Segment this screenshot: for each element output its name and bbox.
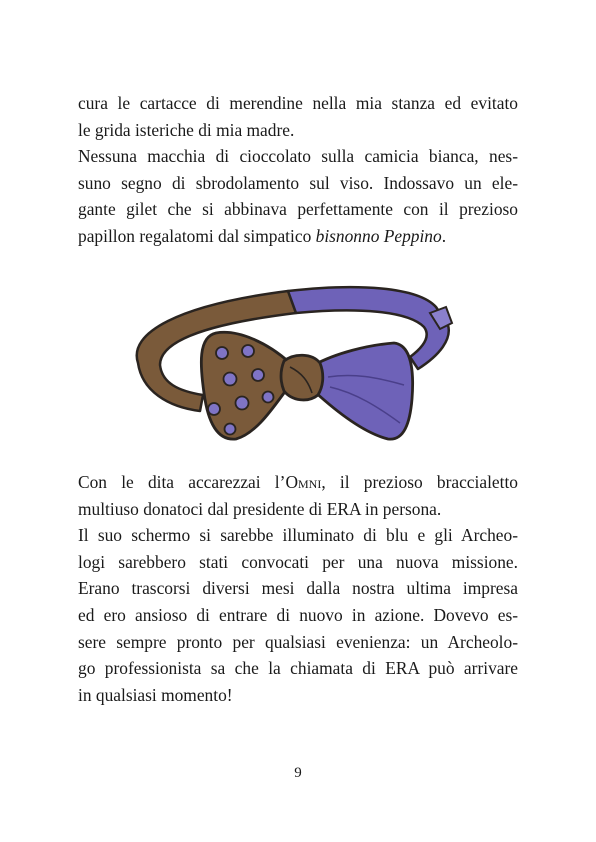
text-line: in qualsiasi momento! — [78, 684, 233, 705]
bow-tie-illustration — [118, 273, 458, 453]
omni-smallcaps: Omni — [285, 472, 322, 492]
bow-knot — [281, 355, 323, 400]
text-line-with-italic — [78, 223, 518, 250]
text-segment: papillon regalatomi dal simpatico — [78, 225, 316, 246]
text-segment: Con le dita accarezzai l’ — [78, 472, 286, 492]
text-line-with-smallcaps — [78, 469, 518, 496]
text-line: cura le cartacce di merendine nella mia stanza ed evitato — [78, 93, 518, 113]
polka-dot — [242, 345, 254, 357]
polka-dot — [216, 347, 228, 359]
text-line: Il suo schermo si sarebbe illuminato di blu e gli Archeo- — [78, 525, 518, 546]
text-segment: . — [441, 225, 447, 246]
text-line: le grida isteriche di mia madre. — [78, 119, 295, 140]
polka-dot — [225, 424, 236, 435]
text-line: Nessuna macchia di cioccolato sulla camicia bianca, nes- — [78, 146, 518, 167]
text-line: go professionista sa che la chiamata di ERA può arrivare — [78, 658, 518, 679]
text-line: Erano trascorsi diversi mesi dalla nostra ultima impresa — [78, 578, 518, 599]
text-line: gante gilet che si abbinava perfettamente con il prezioso — [78, 199, 518, 220]
text-line: multiuso donatoci dal presidente di ERA in persona. — [78, 498, 442, 519]
polka-dot — [236, 397, 249, 410]
text-line: suno segno di sbrodolamento sul viso. Indossavo un ele- — [78, 172, 518, 193]
paragraph-bottom — [78, 469, 518, 708]
page-number: 9 — [294, 765, 302, 781]
text-segment: , il prezioso braccialetto — [321, 472, 518, 492]
bow-right-wing — [314, 343, 413, 439]
polka-dot — [252, 369, 264, 381]
paragraph-top — [78, 90, 518, 250]
polka-dot — [263, 392, 274, 403]
text-line: logi sarebbero stati convocati per una nuova missione. — [78, 551, 518, 572]
text-line: ed ero ansioso di entrare di nuovo in azione. Dovevo es- — [78, 604, 518, 625]
italic-name: bisnonno Peppino — [315, 225, 442, 246]
text-line: sere sempre pronto per qualsiasi evenienza: un Archeolo- — [78, 631, 518, 652]
polka-dot — [208, 403, 220, 415]
polka-dot — [224, 373, 237, 386]
